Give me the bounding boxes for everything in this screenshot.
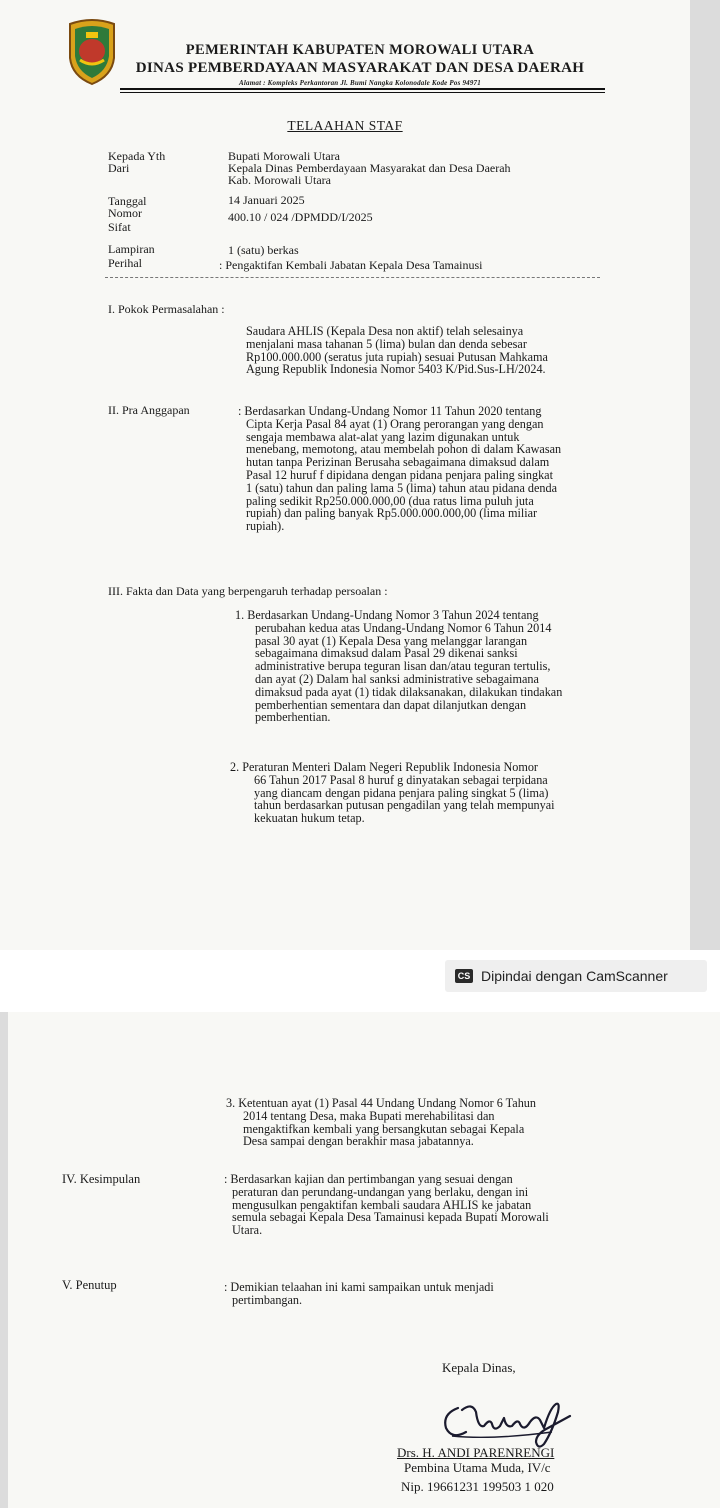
field-label-lampiran: Lampiran	[108, 242, 155, 256]
section-1-body	[246, 325, 602, 376]
section-2-line: hutan tanpa Perizinan Berusaha sebagaimana dimaksud dalam	[246, 455, 550, 470]
field-label-sifat: Sifat	[108, 220, 131, 234]
section-2-line: sengaja membawa alat-alat yang lazim digunakan untuk	[246, 429, 520, 444]
section-3-item-3	[226, 1097, 630, 1148]
section-3-item-1	[235, 609, 602, 724]
section-3-heading: III. Fakta dan Data yang berpengaruh terhadap persoalan :	[108, 584, 388, 598]
item-2-line: kekuatan hukum tetap.	[254, 811, 365, 826]
camscanner-banner	[445, 960, 707, 992]
document-title: TELAAHAN STAF	[287, 118, 403, 133]
signatory-rank: Pembina Utama Muda, IV/c	[404, 1460, 551, 1475]
section-2-line: rupiah) dan paling banyak Rp5.000.000.000,00 (lima miliar	[246, 506, 538, 521]
letterhead-line-1: PEMERINTAH KABUPATEN MOROWALI UTARA	[185, 42, 535, 58]
field-value-dari: Kepala Dinas Pemberdayaan Masyarakat dan Desa Daerah	[228, 161, 511, 175]
item-3-line: 2014 tentang Desa, maka Bupati merehabilitasi dan	[243, 1108, 495, 1123]
section-2-line: paling sedikit Rp250.000.000,00 (dua ratus lima puluh juta	[246, 493, 534, 508]
signature-position: Kepala Dinas,	[442, 1360, 516, 1375]
item-1-line: pemberhentian.	[255, 710, 331, 725]
field-label-dari: Dari	[108, 161, 130, 175]
item-3-line: 3. Ketentuan ayat (1) Pasal 44 Undang Undang Nomor 6 Tahun	[226, 1096, 536, 1110]
section-2-line: Cipta Kerja Pasal 84 ayat (1) Orang perorangan yang dengan	[246, 416, 544, 431]
item-1-line: pasal 30 ayat (1) Kepala Desa yang melanggar larangan	[255, 633, 528, 648]
signatory-nip: Nip. 19661231 199503 1 020	[401, 1479, 554, 1494]
item-1-line: dan ayat (2) Dalam hal sanksi administrative sebagaimana	[255, 671, 539, 686]
section-1-line: menjalani masa tahanan 5 (lima) bulan dan denda sebesar	[246, 336, 527, 351]
section-1-line: Agung Republik Indonesia Nomor 5403 K/Pid.Sus-LH/2024.	[246, 362, 546, 377]
field-label-nomor: Nomor	[108, 206, 142, 220]
signatory-name: Drs. H. ANDI PARENRENGI	[397, 1445, 555, 1460]
section-3-item-2	[230, 761, 602, 825]
item-2-line: yang diancam dengan pidana penjara paling singkat 5 (lima)	[254, 785, 549, 800]
section-2-line: rupiah).	[246, 519, 285, 534]
item-3-line: Desa sampai dengan berakhir masa jabatannya.	[243, 1134, 474, 1149]
item-1-line: pemberhentian sementara dan dapat dilanjutkan dengan	[255, 697, 527, 712]
field-label-kepada: Kepada Yth	[108, 149, 166, 163]
letterhead-address: Alamat : Kompleks Perkantoran Jl. Bumi Nangka Kolonodale Kode Pos 94971	[239, 79, 481, 87]
section-4-line: Utara.	[232, 1223, 263, 1238]
letterhead-rule-thin	[120, 92, 605, 93]
field-label-tanggal: Tanggal	[108, 194, 147, 208]
section-2-body	[238, 405, 602, 533]
section-4-line: : Berdasarkan kajian dan pertimbangan yang sesuai dengan	[224, 1172, 513, 1186]
item-2-line: 2. Peraturan Menteri Dalam Negeri Republik Indonesia Nomor	[230, 760, 538, 774]
letterhead-rule-thick	[120, 88, 605, 90]
section-5-body	[224, 1281, 638, 1307]
section-2-heading: II. Pra Anggapan	[108, 403, 190, 417]
scanned-page-2	[8, 1012, 720, 1508]
letterhead-line-2: DINAS PEMBERDAYAAN MASYARAKAT DAN DESA DAERAH	[135, 60, 585, 76]
field-value-perihal: : Pengaktifan Kembali Jabatan Kepala Desa Tamainusi	[219, 258, 483, 272]
section-5-line: : Demikian telaahan ini kami sampaikan untuk menjadi	[224, 1280, 494, 1294]
section-2-line: 1 (satu) tahun dan paling lama 5 (lima) tahun atau pidana denda	[246, 480, 558, 495]
section-4-line: peraturan dan perundang-undangan yang berlaku, dengan ini	[232, 1184, 529, 1199]
section-5-line: pertimbangan.	[232, 1292, 303, 1307]
field-value-nomor: 400.10 / 024 /DPMDD/I/2025	[228, 210, 373, 224]
field-value-tanggal: 14 Januari 2025	[228, 193, 305, 207]
section-4-line: semula sebagai Kepala Desa Tamainusi kepada Bupati Morowali	[232, 1210, 549, 1225]
section-2-line: Pasal 12 huruf f dipidana dengan pidana penjara paling singkat	[246, 467, 553, 482]
field-value-kepada: Bupati Morowali Utara	[228, 149, 340, 163]
section-4-heading: IV. Kesimpulan	[62, 1172, 141, 1186]
field-value-dari-cont: Kab. Morowali Utara	[228, 173, 331, 187]
section-4-body	[224, 1173, 636, 1237]
section-2-line: : Berdasarkan Undang-Undang Nomor 11 Tahun 2020 tentang	[238, 404, 542, 418]
item-3-line: mengaktifkan kembali yang bersangkutan sebagai Kepala	[243, 1121, 525, 1136]
section-5-heading: V. Penutup	[62, 1278, 117, 1292]
item-1-line: sebagaimana dimaksud dalam Pasal 29 dikenai sanksi	[255, 646, 518, 661]
camscanner-logo-icon: CS	[455, 969, 473, 983]
item-1-line: dimaksud pada ayat (1) tidak dilaksanakan, dilakukan tindakan	[255, 684, 563, 699]
section-1-line: Saudara AHLIS (Kepala Desa non aktif) telah selesainya	[246, 324, 524, 338]
item-1-line: administrative berupa teguran lisan dan/atau teguran tertulis,	[255, 659, 551, 674]
camscanner-text: Dipindai dengan CamScanner	[481, 968, 668, 984]
item-2-line: tahun berdasarkan putusan pengadilan yang telah mempunyai	[254, 798, 555, 813]
section-2-line: menebang, memotong, atau membelah pohon di dalam Kawasan	[246, 442, 562, 457]
item-2-line: 66 Tahun 2017 Pasal 8 huruf g dinyatakan sebagai terpidana	[254, 772, 548, 787]
handwritten-signature	[432, 1388, 577, 1450]
section-1-line: Rp100.000.000 (seratus juta rupiah) sesuai Putusan Mahkama	[246, 349, 548, 364]
section-1-heading: I. Pokok Permasalahan :	[108, 302, 225, 316]
item-1-line: 1. Berdasarkan Undang-Undang Nomor 3 Tahun 2024 tentang	[235, 608, 539, 622]
field-value-lampiran: 1 (satu) berkas	[228, 243, 299, 257]
field-label-perihal: Perihal	[108, 256, 142, 270]
section-4-line: mengusulkan pengaktifan kembali saudara AHLIS ke jabatan	[232, 1197, 532, 1212]
item-1-line: perubahan kedua atas Undang-Undang Nomor 6 Tahun 2014	[255, 620, 552, 635]
separator-line	[105, 277, 600, 278]
